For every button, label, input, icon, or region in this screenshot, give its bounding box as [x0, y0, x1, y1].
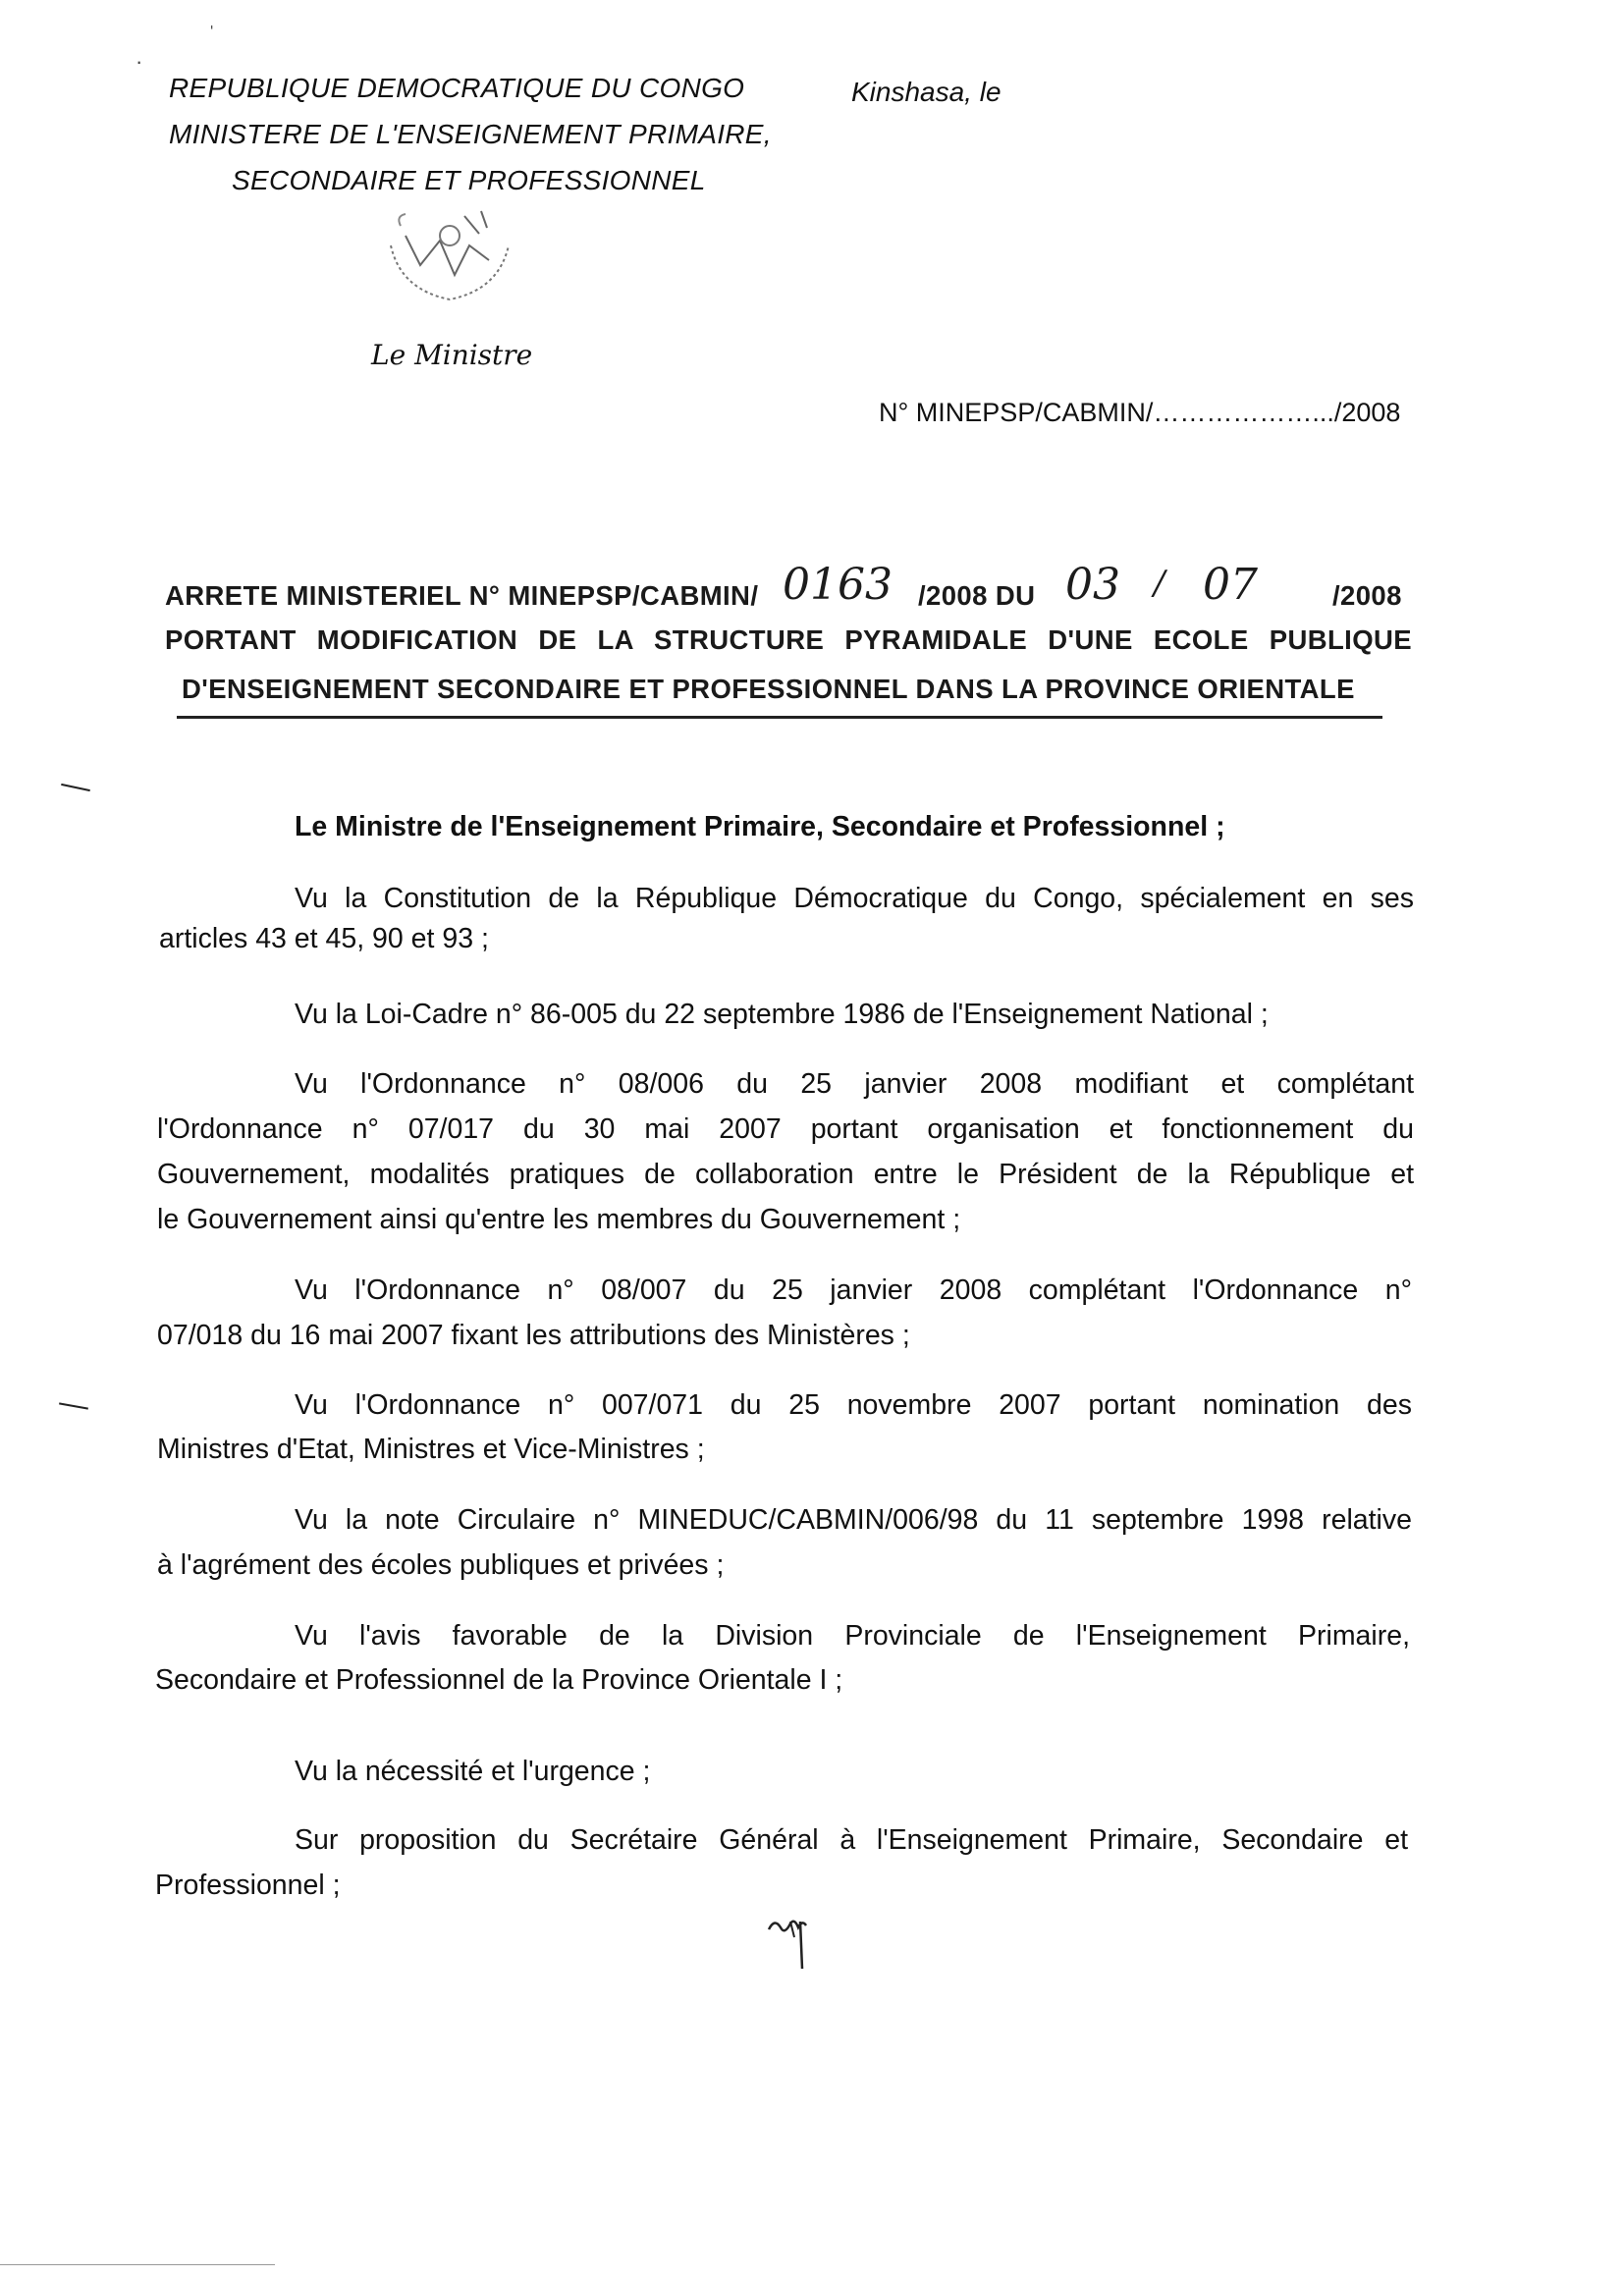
recital-7-line2: Secondaire et Professionnel de la Province Orientale I ;: [155, 1664, 843, 1696]
recital-7-line1: Vu l'avis favorable de la Division Provinciale de l'Enseignement Primaire,: [295, 1620, 1410, 1652]
place-date: Kinshasa, le: [851, 77, 1001, 107]
title-underline: [177, 716, 1382, 719]
recital-1-line1: Vu la Constitution de la République Démocratique du Congo, spécialement en ses: [295, 883, 1414, 914]
recital-4-line1: Vu l'Ordonnance n° 08/007 du 25 janvier 2008 complétant l'Ordonnance n°: [295, 1274, 1412, 1306]
handwritten-slash: /: [1154, 564, 1165, 603]
recital-5-line2: Ministres d'Etat, Ministres et Vice-Ministres ;: [157, 1434, 705, 1465]
header-ministry-line2: SECONDAIRE ET PROFESSIONNEL: [232, 165, 706, 195]
margin-mark: [59, 1402, 88, 1409]
handwritten-month: 07: [1203, 560, 1258, 610]
signature-title: Le Ministre: [371, 339, 533, 371]
title-year-du: /2008 DU: [918, 580, 1036, 611]
recital-5-line1: Vu l'Ordonnance n° 007/071 du 25 novembre 2007 portant nomination des: [295, 1389, 1412, 1421]
national-emblem: [371, 206, 528, 314]
reference-number: N° MINEPSP/CABMIN/……………….../2008: [879, 398, 1401, 427]
scan-speck: ˈ: [208, 22, 216, 46]
recital-2-line1: Vu la Loi-Cadre n° 86-005 du 22 septembre 1986 de l'Enseignement National ;: [295, 999, 1269, 1030]
title-line2: PORTANT MODIFICATION DE LA STRUCTURE PYRAMIDALE D'UNE ECOLE PUBLIQUE: [165, 624, 1412, 655]
recital-8-line1: Vu la nécessité et l'urgence ;: [295, 1756, 651, 1787]
title-line1: [165, 580, 758, 612]
handwritten-initials: [761, 1910, 830, 1979]
recital-3-line3: Gouvernement, modalités pratiques de collaboration entre le Président de la République et: [157, 1159, 1414, 1190]
title-year-end: /2008: [1332, 580, 1402, 611]
intro-line: Le Ministre de l'Enseignement Primaire, Secondaire et Professionnel ;: [295, 811, 1225, 842]
header-republic: REPUBLIQUE DEMOCRATIQUE DU CONGO: [169, 73, 745, 103]
recital-1-line2: articles 43 et 45, 90 et 93 ;: [159, 923, 489, 954]
handwritten-day: 03: [1065, 560, 1120, 610]
title-prefix: ARRETE MINISTERIEL N° MINEPSP/CABMIN/: [165, 580, 759, 611]
scan-speck: ·: [135, 49, 143, 74]
recital-6-line1: Vu la note Circulaire n° MINEDUC/CABMIN/006/98 du 11 septembre 1998 relative: [295, 1504, 1412, 1536]
header-ministry-line1: MINISTERE DE L'ENSEIGNEMENT PRIMAIRE,: [169, 119, 772, 149]
recital-9-line1: Sur proposition du Secrétaire Général à l'Enseignement Primaire, Secondaire et: [295, 1824, 1408, 1856]
recital-9-line2: Professionnel ;: [155, 1870, 341, 1901]
recital-3-line4: le Gouvernement ainsi qu'entre les membres du Gouvernement ;: [157, 1204, 961, 1235]
scan-edge-mark: [0, 2264, 275, 2265]
recital-3-line1: Vu l'Ordonnance n° 08/006 du 25 janvier 2008 modifiant et complétant: [295, 1068, 1414, 1100]
recital-4-line2: 07/018 du 16 mai 2007 fixant les attributions des Ministères ;: [157, 1320, 910, 1351]
recital-6-line2: à l'agrément des écoles publiques et privées ;: [157, 1549, 725, 1581]
handwritten-number: 0163: [783, 560, 893, 610]
margin-mark: [61, 784, 90, 791]
recital-3-line2: l'Ordonnance n° 07/017 du 30 mai 2007 portant organisation et fonctionnement du: [157, 1113, 1414, 1145]
title-line3: D'ENSEIGNEMENT SECONDAIRE ET PROFESSIONNEL DANS LA PROVINCE ORIENTALE: [182, 674, 1355, 704]
